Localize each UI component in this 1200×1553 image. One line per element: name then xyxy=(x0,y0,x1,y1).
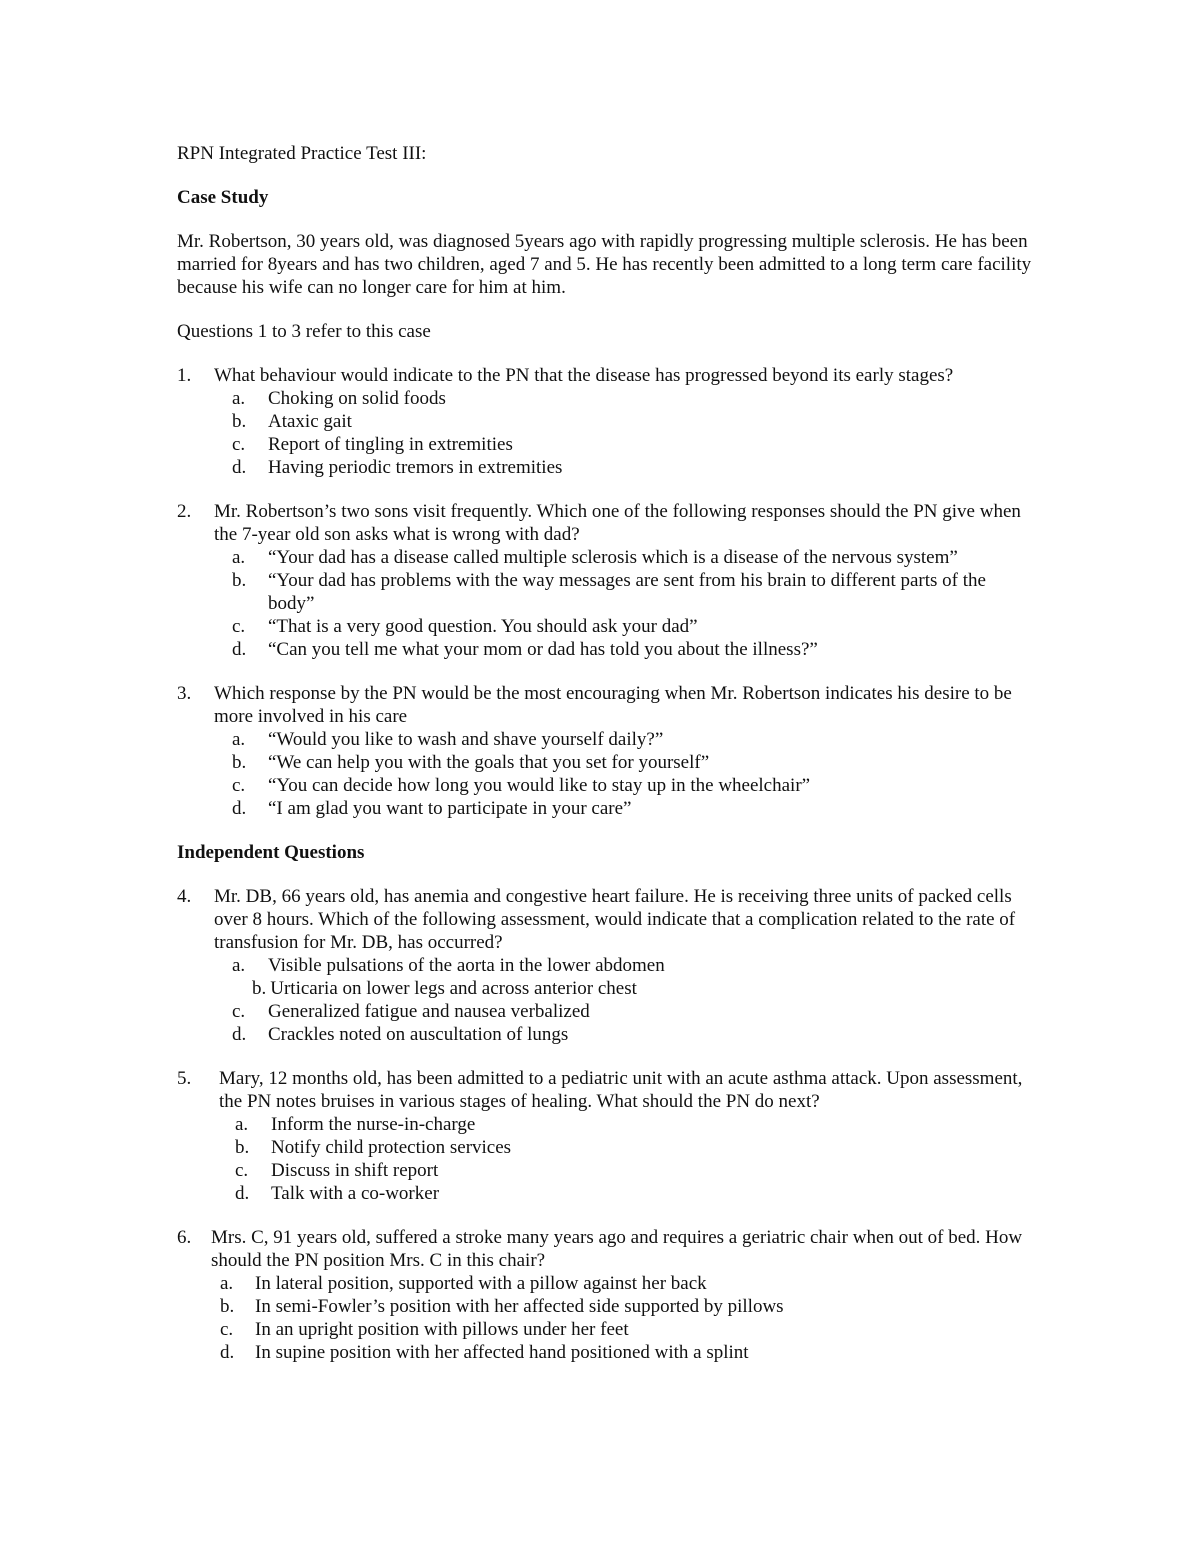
option-text: Inform the nurse-in-charge xyxy=(271,1114,476,1135)
option-text: “Can you tell me what your mom or dad has told you about the illness?” xyxy=(268,639,818,660)
option-item xyxy=(232,410,1037,433)
option-item xyxy=(220,1295,1037,1318)
question-5 xyxy=(177,1067,1037,1205)
option-letter: b. xyxy=(232,570,247,591)
questions-reference: Questions 1 to 3 refer to this case xyxy=(177,321,431,342)
option-letter: a. xyxy=(220,1273,234,1294)
option-text: In supine position with her affected hand positioned with a splint xyxy=(255,1342,749,1363)
question-text: Mr. DB, 66 years old, has anemia and congestive heart failure. He is receiving three units of packed cells over 8 hours. Which of the following assessment, would indicate that a complication related to the rate of transfusion for Mr. DB, has occurred? xyxy=(214,886,1016,953)
option-letter: d. xyxy=(232,798,247,819)
option-letter: c. xyxy=(232,1001,246,1022)
option-item xyxy=(220,1318,1037,1341)
option-letter: a. xyxy=(235,1114,249,1135)
option-letter: b. xyxy=(235,1137,250,1158)
option-text: In semi-Fowler’s position with her affected side supported by pillows xyxy=(255,1296,784,1317)
question-2 xyxy=(177,500,1037,661)
option-letter: a. xyxy=(232,388,246,409)
option-item xyxy=(235,1159,1037,1182)
option-text: “Your dad has problems with the way messages are sent from his brain to different parts of the body” xyxy=(268,570,986,614)
option-text: Notify child protection services xyxy=(271,1137,512,1158)
option-letter: d. xyxy=(232,457,247,478)
option-list xyxy=(177,1272,1037,1364)
option-item xyxy=(232,751,1037,774)
option-letter: a. xyxy=(232,955,246,976)
option-item xyxy=(232,615,1037,638)
option-item xyxy=(232,638,1037,661)
option-item xyxy=(232,1000,1037,1023)
option-item xyxy=(232,569,1037,615)
option-text: “Your dad has a disease called multiple sclerosis which is a disease of the nervous system” xyxy=(268,547,958,568)
option-item xyxy=(220,1272,1037,1295)
option-list xyxy=(177,546,1037,661)
option-item xyxy=(235,1113,1037,1136)
option-letter: c. xyxy=(235,1160,249,1181)
option-text: Discuss in shift report xyxy=(271,1160,439,1181)
question-number: 3. xyxy=(177,683,192,704)
question-text: Mary, 12 months old, has been admitted to a pediatric unit with an acute asthma attack. Upon assessment, the PN notes bruises in various stages of healing. What should the PN do next? xyxy=(219,1068,1023,1112)
option-text: “You can decide how long you would like to stay up in the wheelchair” xyxy=(268,775,811,796)
option-text: Choking on solid foods xyxy=(268,388,446,409)
question-4 xyxy=(177,885,1037,1046)
option-text: “I am glad you want to participate in your care” xyxy=(268,798,632,819)
question-1 xyxy=(177,364,1037,479)
option-letter: d. xyxy=(232,639,247,660)
option-letter: a. xyxy=(232,729,246,750)
option-item xyxy=(232,977,1037,1000)
option-letter: b. xyxy=(220,1296,235,1317)
option-list xyxy=(177,728,1037,820)
option-letter: a. xyxy=(232,547,246,568)
option-item xyxy=(232,954,1037,977)
option-letter: c. xyxy=(232,775,246,796)
option-letter: d. xyxy=(220,1342,235,1363)
option-item xyxy=(232,728,1037,751)
option-text: In an upright position with pillows under her feet xyxy=(255,1319,629,1340)
option-text: “That is a very good question. You should ask your dad” xyxy=(268,616,698,637)
question-number: 5. xyxy=(177,1068,192,1089)
option-text: Talk with a co-worker xyxy=(271,1183,440,1204)
question-text: Mr. Robertson’s two sons visit frequently. Which one of the following responses should the PN give when the 7-year old son asks what is wrong with dad? xyxy=(214,501,1021,545)
option-item xyxy=(232,1023,1037,1046)
option-item xyxy=(232,387,1037,410)
option-item xyxy=(232,433,1037,456)
option-letter: d. xyxy=(235,1183,250,1204)
question-6 xyxy=(177,1226,1037,1364)
option-list xyxy=(177,1113,1037,1205)
option-text: Crackles noted on auscultation of lungs xyxy=(268,1024,569,1045)
question-number: 1. xyxy=(177,365,192,386)
option-letter: c. xyxy=(220,1319,234,1340)
question-3 xyxy=(177,682,1037,820)
option-text: Having periodic tremors in extremities xyxy=(268,457,563,478)
question-text: What behaviour would indicate to the PN that the disease has progressed beyond its early stages? xyxy=(214,365,954,386)
option-text: Ataxic gait xyxy=(268,411,352,432)
option-text: Visible pulsations of the aorta in the lower abdomen xyxy=(268,955,665,976)
option-item xyxy=(235,1136,1037,1159)
option-text: “Would you like to wash and shave yourself daily?” xyxy=(268,729,664,750)
option-item xyxy=(232,774,1037,797)
option-list xyxy=(177,954,1037,1046)
option-item xyxy=(232,546,1037,569)
option-letter: b. xyxy=(232,752,247,773)
question-text: Which response by the PN would be the most encouraging when Mr. Robertson indicates his desire to be more involved in his care xyxy=(214,683,1012,727)
option-letter: b. xyxy=(252,978,267,999)
independent-questions-heading: Independent Questions xyxy=(177,842,365,863)
option-text: In lateral position, supported with a pillow against her back xyxy=(255,1273,707,1294)
document-content xyxy=(177,142,1037,1385)
option-list xyxy=(177,387,1037,479)
question-number: 4. xyxy=(177,886,192,907)
option-text: Urticaria on lower legs and across anterior chest xyxy=(270,978,637,999)
question-number: 6. xyxy=(177,1227,192,1248)
option-item xyxy=(232,456,1037,479)
option-letter: c. xyxy=(232,434,246,455)
option-item xyxy=(235,1182,1037,1205)
option-text: Generalized fatigue and nausea verbalized xyxy=(268,1001,590,1022)
case-study-text: Mr. Robertson, 30 years old, was diagnosed 5years ago with rapidly progressing multiple sclerosis. He has been married for 8years and has two children, aged 7 and 5. He has recently been admitted to a long term care facility because his wife can no longer care for him at him. xyxy=(177,231,1032,298)
document-title: RPN Integrated Practice Test III: xyxy=(177,143,427,164)
option-letter: c. xyxy=(232,616,246,637)
option-item xyxy=(232,797,1037,820)
option-letter: b. xyxy=(232,411,247,432)
option-text: “We can help you with the goals that you set for yourself” xyxy=(268,752,710,773)
case-study-heading: Case Study xyxy=(177,187,269,208)
question-text: Mrs. C, 91 years old, suffered a stroke many years ago and requires a geriatric chair when out of bed. How should the PN position Mrs. C in this chair? xyxy=(211,1227,1023,1271)
option-letter: d. xyxy=(232,1024,247,1045)
option-text: Report of tingling in extremities xyxy=(268,434,513,455)
question-number: 2. xyxy=(177,501,192,522)
option-item xyxy=(220,1341,1037,1364)
